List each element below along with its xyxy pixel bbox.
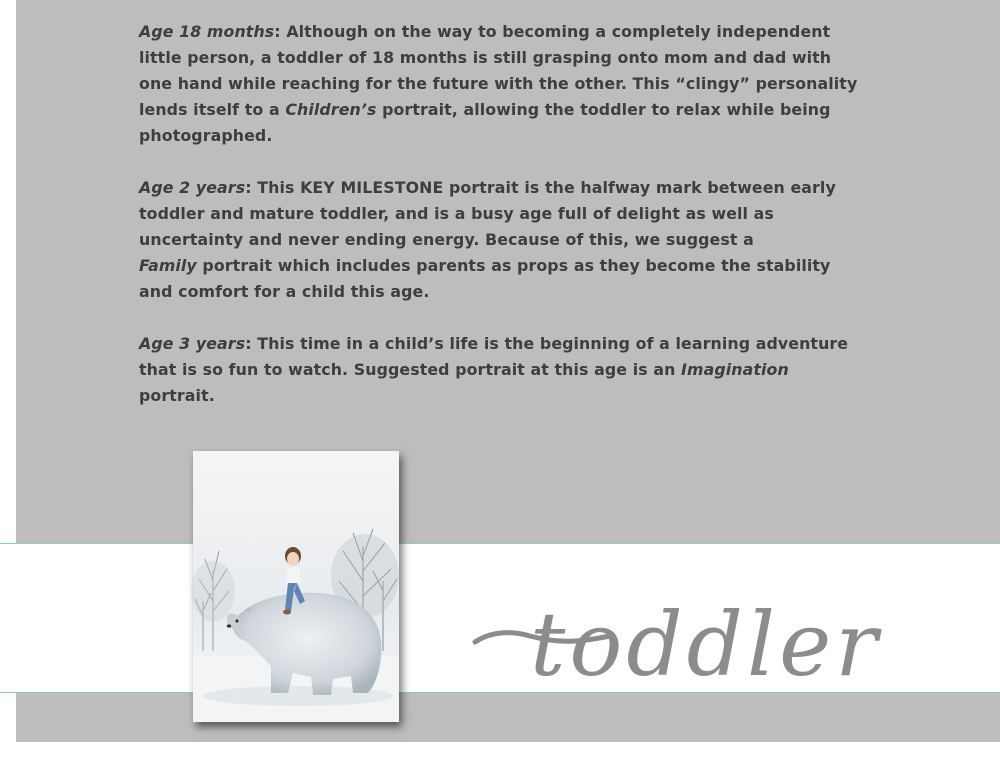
paragraph-text: portrait is the halfway mark between early toddler and mature toddler, and is a busy age full of delight as well as uncertainty and never ending energy. Because of this, we suggest a: [139, 178, 836, 249]
paragraph-text: portrait, allowing the toddler to relax while being photographed.: [139, 100, 831, 145]
milestone-caps: KEY MILESTONE: [300, 178, 444, 197]
label-colon: :: [245, 334, 252, 353]
paragraph-18-months: [139, 19, 869, 149]
label-colon: :: [245, 178, 252, 197]
label-colon: :: [274, 22, 281, 41]
paragraph-text: portrait which includes parents as props as they become the stability and comfort for a child this age.: [139, 256, 831, 301]
paragraph-text: This: [251, 178, 301, 197]
paragraph-text: Although on the way to becoming a completely independent little person, a toddler of 18 months is still grasping onto mom and dad with one hand while reaching for the future with the other. This “clingy” personality lends itself to a: [139, 22, 858, 119]
age-label: Age 3 years: [139, 334, 246, 353]
script-title-text: toddler: [530, 593, 882, 696]
photo-illustration: [193, 451, 399, 722]
portrait-type: Imagination: [681, 360, 789, 379]
portrait-type: Children’s: [285, 100, 377, 119]
paragraph-text: This time in a child’s life is the beginning of a learning adventure that is so fun to watch. Suggested portrait at this age is an: [139, 334, 849, 379]
toddler-script-title: [470, 570, 882, 696]
paragraph-2-years: [139, 175, 869, 305]
toddler-polar-bear-photo: [193, 451, 399, 722]
age-label: Age 18 months: [139, 22, 275, 41]
tree-left-canopy: [191, 561, 235, 621]
portrait-type: Family: [139, 256, 197, 275]
paragraph-text: portrait.: [139, 386, 215, 405]
paragraph-3-years: [139, 331, 869, 409]
text-block: [139, 19, 869, 435]
age-label: Age 2 years: [139, 178, 246, 197]
